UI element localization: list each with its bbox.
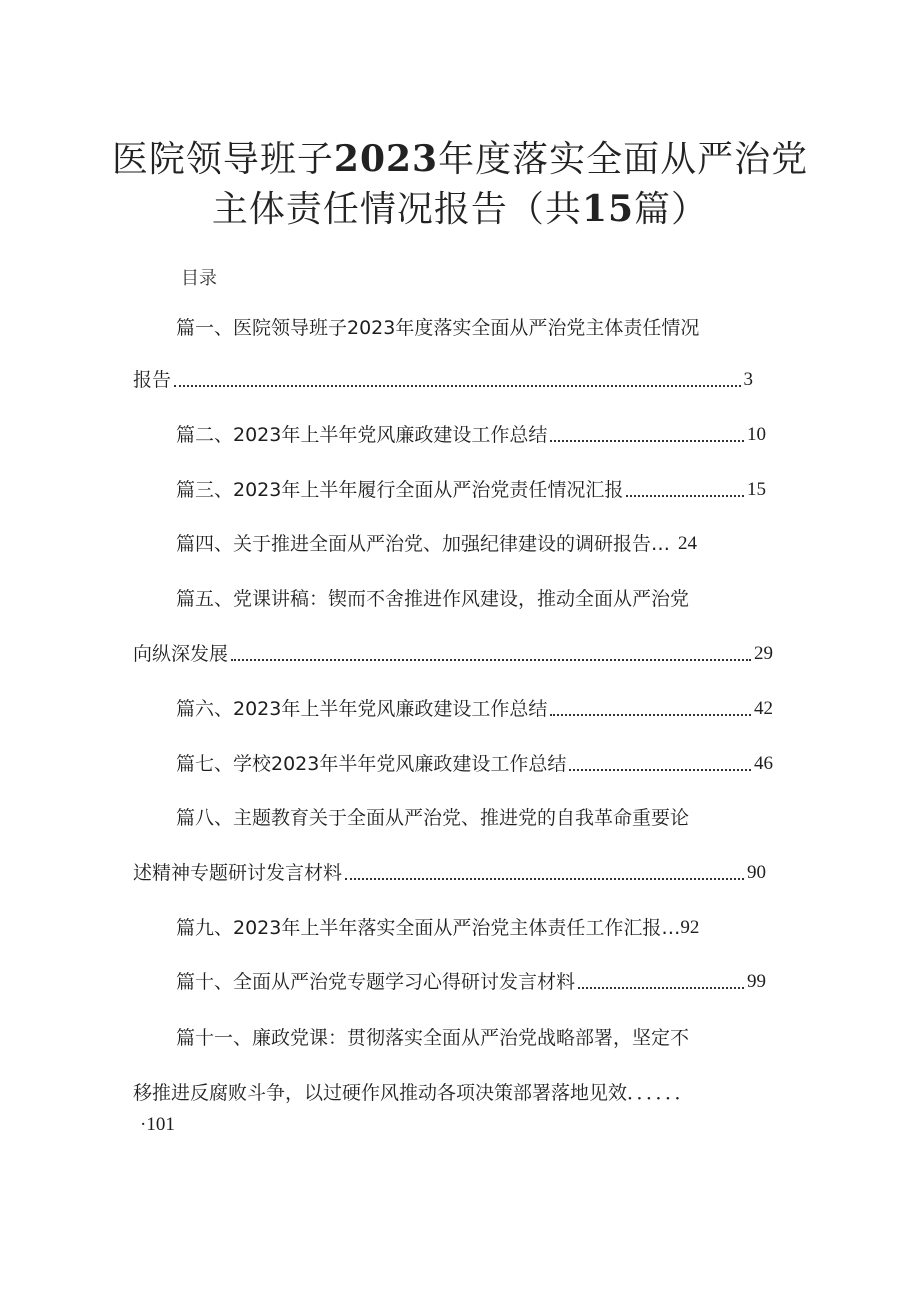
toc-entry-11-line-2[interactable]: 移推进反腐败斗争，以过硬作风推动各项决策部署落地见效．．．．．． (133, 1082, 694, 1104)
leader-dots (231, 658, 751, 661)
leader-dots (626, 494, 744, 497)
toc-entry-text: 述精神专题研讨发言材料 (133, 862, 343, 884)
toc-page-number: 92 (680, 917, 700, 938)
toc-entry-text: 篇十、全面从严治党专题学习心得研讨发言材料 (176, 971, 576, 993)
document-title-line-2 (0, 181, 920, 232)
leader-dots (345, 877, 744, 880)
toc-entry-text: 篇二、2023年上半年党风廉政建设工作总结 (176, 424, 548, 446)
toc-entry-1-line-1[interactable]: 篇一、医院领导班子2023年度落实全面从严治党主体责任情况 (176, 317, 700, 339)
toc-entry-text: 篇四、关于推进全面从严治党、加强纪律建设的调研报告… (176, 533, 671, 555)
leader-dots (569, 768, 751, 771)
title-segment: 篇） (634, 189, 709, 230)
toc-heading: 目录 (181, 268, 217, 289)
toc-entry-11-page[interactable]: ·101 (140, 1114, 175, 1135)
leader-dots (578, 986, 744, 989)
title-segment: 主体责任情况报告（共 (211, 189, 582, 230)
toc-entry-8-line-1[interactable]: 篇八、主题教育关于全面从严治党、推进党的自我革命重要论 (176, 807, 690, 829)
toc-entry-10[interactable] (176, 970, 766, 994)
toc-entry-5-line-2[interactable] (133, 642, 773, 666)
leader-dots (550, 713, 751, 716)
title-year: 2023 (333, 138, 439, 180)
toc-entry-1-line-2[interactable] (133, 368, 753, 392)
toc-entry-9[interactable] (176, 916, 736, 940)
toc-entry-3[interactable] (176, 478, 766, 502)
toc-page-number: 42 (754, 698, 773, 719)
toc-page-number: 24 (678, 533, 698, 554)
toc-page-number: 90 (747, 862, 766, 883)
toc-entry-text: 篇七、学校2023年半年党风廉政建设工作总结 (176, 753, 567, 775)
toc-entry-6[interactable] (176, 697, 773, 721)
toc-entry-text: 报告 (133, 369, 172, 391)
toc-page-number: 29 (754, 643, 773, 664)
toc-entry-2[interactable] (176, 423, 766, 447)
toc-entry-text: 向纵深发展 (133, 643, 229, 665)
toc-entry-11-line-1[interactable]: 篇十一、廉政党课：贯彻落实全面从严治党战略部署，坚定不 (176, 1027, 690, 1049)
toc-entry-text: 篇九、2023年上半年落实全面从严治党主体责任工作汇报… (176, 917, 681, 939)
toc-entry-text: 篇六、2023年上半年党风廉政建设工作总结 (176, 698, 548, 720)
toc-page-number: 99 (747, 971, 766, 992)
leader-dots (174, 384, 740, 387)
title-segment: 医院领导班子 (111, 139, 334, 180)
toc-entry-4[interactable] (176, 532, 736, 556)
toc-page-number: 3 (743, 369, 753, 390)
toc-entry-8-line-2[interactable] (133, 861, 766, 885)
document-title-line-1 (0, 131, 920, 182)
toc-page-number: 46 (754, 753, 773, 774)
title-segment: 年度落实全面从严治党 (438, 139, 809, 180)
toc-page-number: 15 (747, 479, 766, 500)
toc-entry-text: 篇三、2023年上半年履行全面从严治党责任情况汇报 (176, 479, 624, 501)
toc-page-number: 10 (747, 424, 766, 445)
toc-entry-7[interactable] (176, 752, 773, 776)
leader-dots (550, 439, 744, 442)
toc-entry-5-line-1[interactable]: 篇五、党课讲稿：锲而不舍推进作风建设，推动全面从严治党 (176, 588, 690, 610)
title-count: 15 (581, 188, 635, 230)
